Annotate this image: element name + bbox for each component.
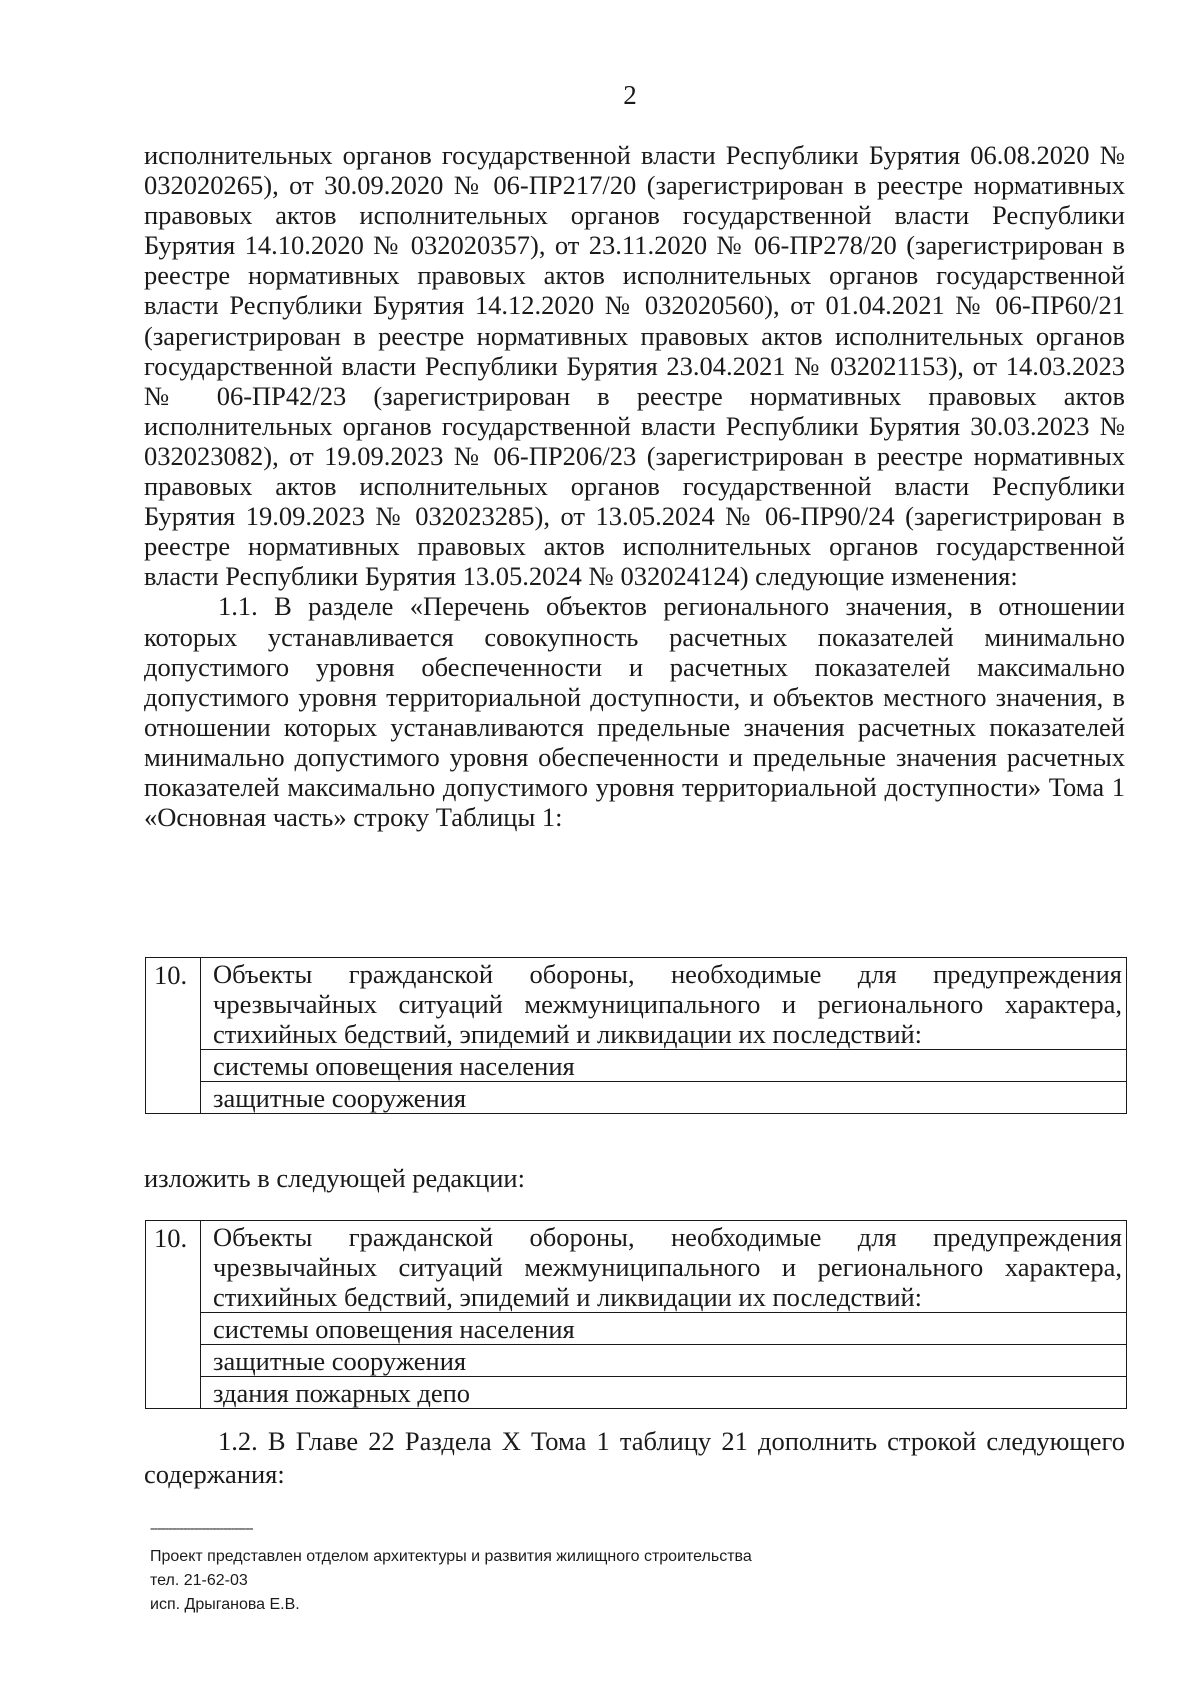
row-number: 10.	[146, 958, 201, 1114]
subrow-item: системы оповещения населения	[201, 1313, 1127, 1345]
footnote-line: исп. Дрыганова Е.В.	[150, 1596, 300, 1613]
subrow-item: защитные сооружения	[201, 1345, 1127, 1377]
table-row-new	[145, 1220, 1127, 1409]
page-number: 2	[623, 80, 637, 110]
paragraph-amendment-list: исполнительных органов государственной власти Республики Бурятия 06.08.2020 № 032020265), от 30.09.2020 № 06-ПР217/20 (зарегистрирован в реестре нормативных правовых актов исполнительных органов государственной власти Республики Бурятия 14.10.2020 № 032020357), от 23.11.2020 № 06-ПР278/20 (зарегистрирован в реестре нормативных правовых актов исполнительных органов государственной власти Республики Бурятия 14.12.2020 № 032020560), от 01.04.2021 № 06-ПР60/21 (зарегистрирован в реестре нормативных правовых актов исполнительных органов государственной власти Республики Бурятия 23.04.2021 № 032021153), от 14.03.2023 № 06-ПР42/23 (зарегистрирован в реестре нормативных правовых актов исполнительных органов государственной власти Республики Бурятия 30.03.2023 № 032023082), от 19.09.2023 № 06-ПР206/23 (зарегистрирован в реестре нормативных правовых актов исполнительных органов государственной власти Республики Бурятия 19.09.2023 № 032023285), от 13.05.2024 № 06-ПР90/24 (зарегистрирован в реестре нормативных правовых актов исполнительных органов государственной власти Республики Бурятия 13.05.2024 № 032024124) следующие изменения:	[144, 140, 1125, 592]
subrow-item: системы оповещения населения	[201, 1050, 1127, 1082]
footnote-line: тел. 21-62-03	[150, 1572, 248, 1589]
body-text	[144, 140, 1125, 832]
footnote	[150, 1545, 752, 1617]
paragraph-1-2	[144, 1425, 1125, 1491]
paragraph-1-1: 1.1. В разделе «Перечень объектов регионального значения, в отношении которых устанавливается совокупность расчетных показателей минимально допустимого уровня обеспеченности и расчетных показателей максимально допустимого уровня территориальной доступности, и объектов местного значения, в отношении которых устанавливаются предельные значения расчетных показателей минимально допустимого уровня обеспеченности и предельные значения расчетных показателей максимально допустимого уровня территориальной доступности» Тома 1 «Основная часть» строку Таблицы 1:	[144, 591, 1125, 833]
footnote-line: Проект представлен отделом архитектуры и развития жилищного строительства	[150, 1548, 752, 1565]
subrow-item: защитные сооружения	[201, 1082, 1127, 1114]
row-main-text: Объекты гражданской обороны, необходимые для предупреждения чрезвычайных ситуаций межмуниципального и регионального характера, стихийных бедствий, эпидемий и ликвидации их последствий:	[201, 958, 1127, 1050]
footnote-separator: ----------------------------	[150, 1521, 253, 1536]
between-text: изложить в следующей редакции:	[144, 1163, 525, 1193]
table-row-old	[145, 957, 1127, 1114]
subrow-item: здания пожарных депо	[201, 1377, 1127, 1409]
paragraph-1-2-text: 1.2. В Главе 22 Раздела X Тома 1 таблицу 21 дополнить строкой следующего содержания:	[144, 1426, 1125, 1489]
row-number: 10.	[146, 1221, 201, 1409]
row-main-text: Объекты гражданской обороны, необходимые для предупреждения чрезвычайных ситуаций межмуниципального и регионального характера, стихийных бедствий, эпидемий и ликвидации их последствий:	[201, 1221, 1127, 1313]
